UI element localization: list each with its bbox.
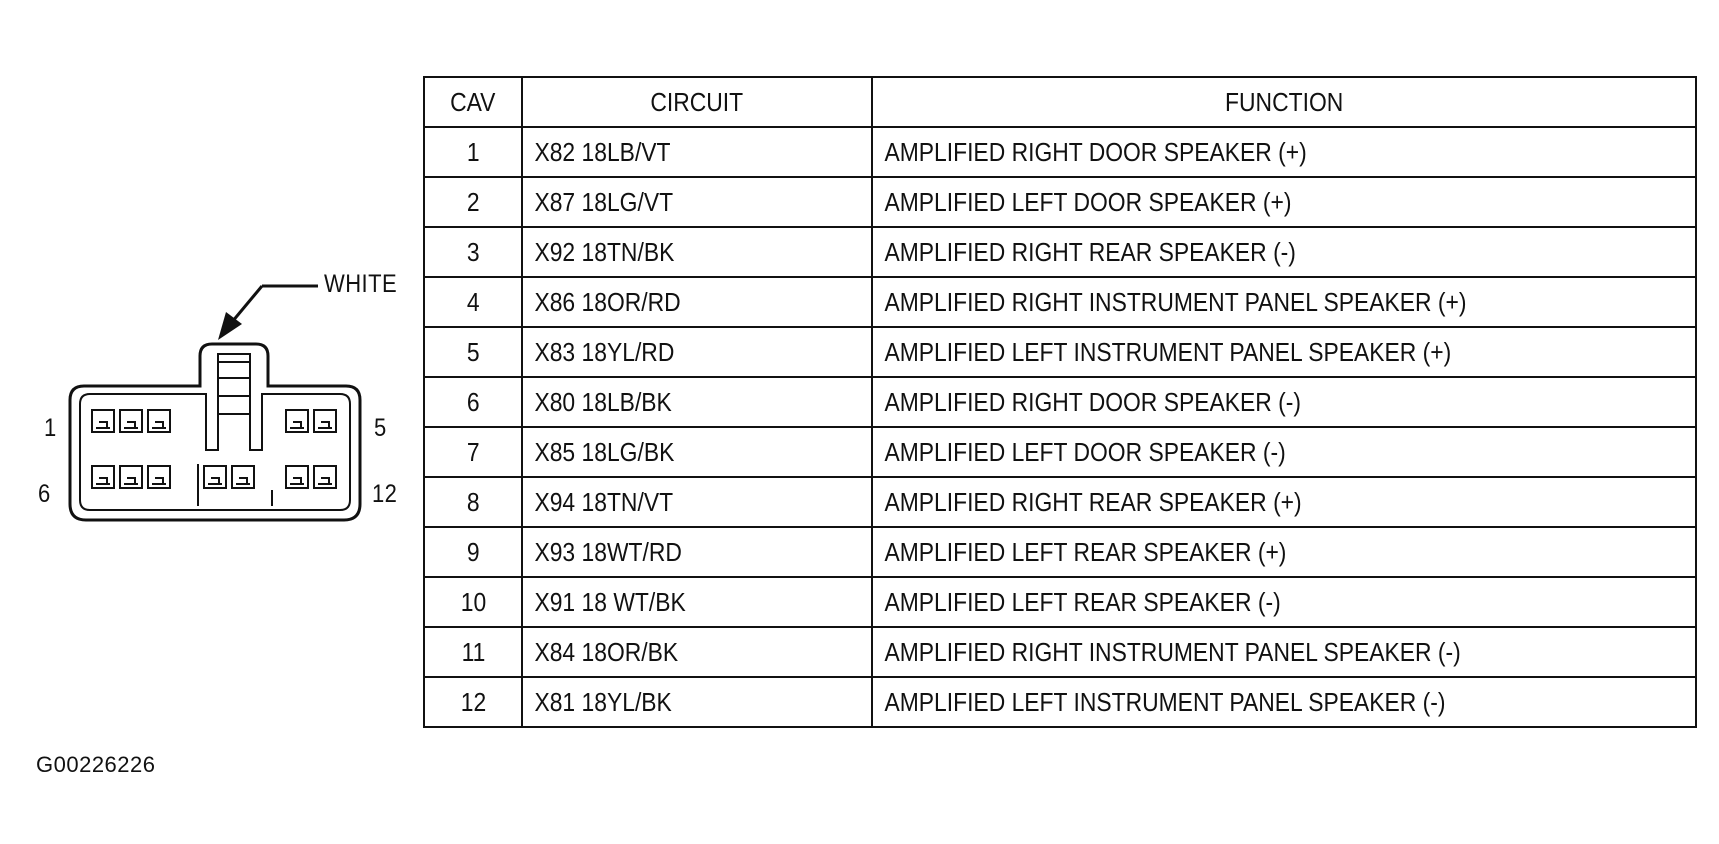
cav-cell: 3: [424, 227, 522, 277]
cavity: [286, 466, 308, 488]
function-cell: AMPLIFIED LEFT INSTRUMENT PANEL SPEAKER (+): [872, 327, 1696, 377]
cavity: [148, 466, 170, 488]
connector-color-label: WHITE: [324, 270, 398, 298]
circuit-cell: X94 18TN/VT: [522, 477, 872, 527]
function-cell: AMPLIFIED LEFT DOOR SPEAKER (+): [872, 177, 1696, 227]
cav-cell: 11: [424, 627, 522, 677]
cavities-bottom-row: [92, 466, 336, 488]
cav-cell: 1: [424, 127, 522, 177]
circuit-cell: X80 18LB/BK: [522, 377, 872, 427]
circuit-cell: X83 18YL/RD: [522, 327, 872, 377]
cavity: [148, 410, 170, 432]
cav-cell: 9: [424, 527, 522, 577]
cav-cell: 5: [424, 327, 522, 377]
table-row: [424, 227, 1696, 277]
cavity: [314, 466, 336, 488]
circuit-cell: X91 18 WT/BK: [522, 577, 872, 627]
cav-cell: 6: [424, 377, 522, 427]
connector-diagram: [0, 0, 420, 560]
table-row: [424, 477, 1696, 527]
function-cell: AMPLIFIED LEFT DOOR SPEAKER (-): [872, 427, 1696, 477]
circuit-cell: X93 18WT/RD: [522, 527, 872, 577]
pin-label-1: 1: [44, 414, 57, 442]
cavity: [232, 466, 254, 488]
function-cell: AMPLIFIED RIGHT DOOR SPEAKER (-): [872, 377, 1696, 427]
function-cell: AMPLIFIED RIGHT INSTRUMENT PANEL SPEAKER (-): [872, 627, 1696, 677]
table-body: [424, 127, 1696, 727]
header-cav: CAV: [424, 77, 522, 127]
circuit-cell: X81 18YL/BK: [522, 677, 872, 727]
table-row: [424, 527, 1696, 577]
function-cell: AMPLIFIED RIGHT DOOR SPEAKER (+): [872, 127, 1696, 177]
circuit-cell: X86 18OR/RD: [522, 277, 872, 327]
circuit-cell: X82 18LB/VT: [522, 127, 872, 177]
table-row: [424, 627, 1696, 677]
pin-label-6: 6: [38, 480, 51, 508]
header-circuit: CIRCUIT: [522, 77, 872, 127]
cav-cell: 12: [424, 677, 522, 727]
cav-cell: 8: [424, 477, 522, 527]
table-row: [424, 577, 1696, 627]
cav-cell: 2: [424, 177, 522, 227]
table-row: [424, 127, 1696, 177]
cav-cell: 10: [424, 577, 522, 627]
cavity: [286, 410, 308, 432]
table-row: [424, 177, 1696, 227]
function-cell: AMPLIFIED RIGHT REAR SPEAKER (+): [872, 477, 1696, 527]
cavity: [120, 410, 142, 432]
cavity: [92, 410, 114, 432]
function-cell: AMPLIFIED LEFT REAR SPEAKER (-): [872, 577, 1696, 627]
header-function: FUNCTION: [872, 77, 1696, 127]
table-row: [424, 277, 1696, 327]
circuit-cell: X84 18OR/BK: [522, 627, 872, 677]
cavities-top-row: [92, 410, 336, 432]
pin-label-5: 5: [374, 414, 387, 442]
figure-id: G00226226: [36, 752, 156, 777]
cavity: [92, 466, 114, 488]
circuit-cell: X92 18TN/BK: [522, 227, 872, 277]
table-header-row: [424, 77, 1696, 127]
cav-cell: 4: [424, 277, 522, 327]
cavity: [204, 466, 226, 488]
circuit-cell: X87 18LG/VT: [522, 177, 872, 227]
function-cell: AMPLIFIED LEFT INSTRUMENT PANEL SPEAKER (-): [872, 677, 1696, 727]
function-cell: AMPLIFIED RIGHT REAR SPEAKER (-): [872, 227, 1696, 277]
table-row: [424, 427, 1696, 477]
cavity: [314, 410, 336, 432]
table-row: [424, 677, 1696, 727]
function-cell: AMPLIFIED LEFT REAR SPEAKER (+): [872, 527, 1696, 577]
pinout-table: [423, 76, 1697, 728]
table-row: [424, 327, 1696, 377]
latch: [218, 362, 250, 414]
cavity: [120, 466, 142, 488]
pin-label-12: 12: [372, 480, 398, 508]
circuit-cell: X85 18LG/BK: [522, 427, 872, 477]
function-cell: AMPLIFIED RIGHT INSTRUMENT PANEL SPEAKER (+): [872, 277, 1696, 327]
leader-arrow: [232, 286, 318, 322]
table-row: [424, 377, 1696, 427]
cav-cell: 7: [424, 427, 522, 477]
